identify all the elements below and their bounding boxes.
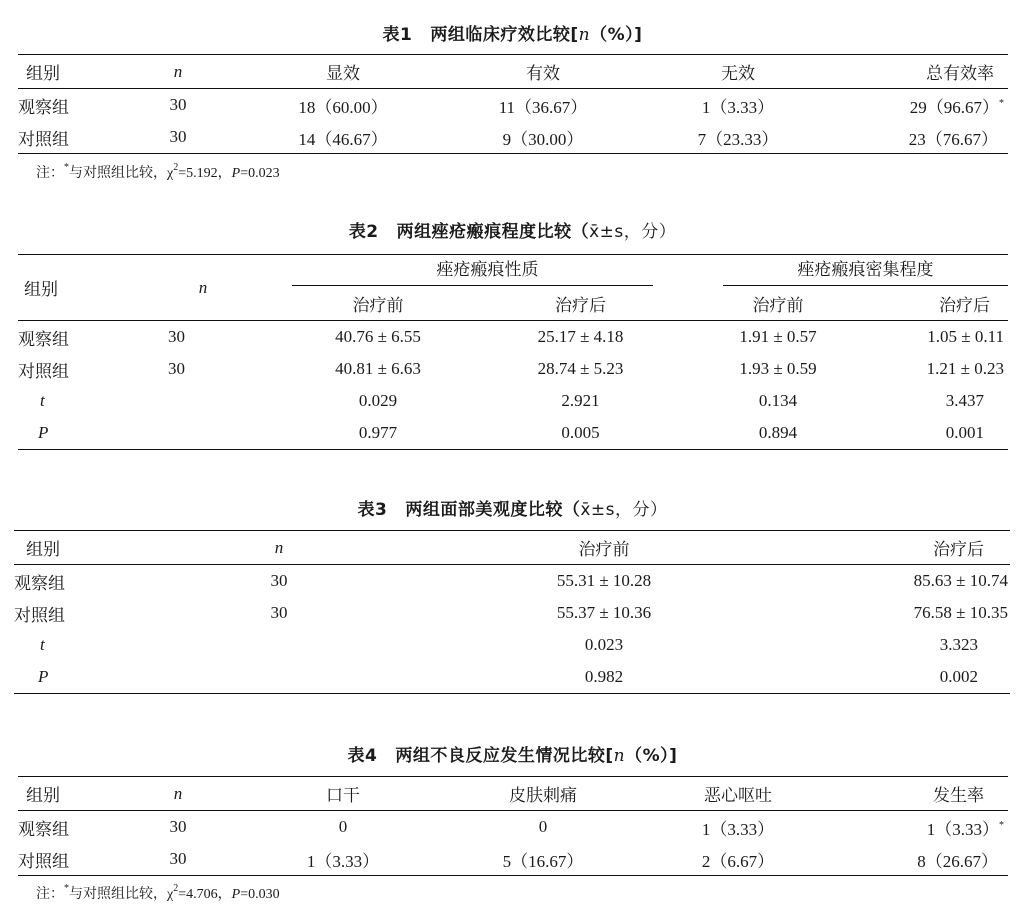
table2-cell: 对照组 bbox=[18, 361, 69, 381]
table4-cell: 30 bbox=[169, 817, 187, 836]
table4-header-dry-mouth: 口干 bbox=[326, 786, 360, 805]
note-text: 与对照组比较，χ bbox=[69, 166, 174, 181]
table2-cell: 0.029 bbox=[358, 391, 398, 410]
table1-header-group: 组别 bbox=[26, 64, 60, 83]
table2-cell: 观察组 bbox=[18, 329, 69, 349]
table2-cell: 0.005 bbox=[561, 423, 600, 442]
table-row bbox=[14, 597, 1010, 629]
table2-cell: 1.93 ± 0.59 bbox=[739, 359, 817, 378]
table-row bbox=[14, 629, 1010, 661]
table2-cell: 0.134 bbox=[758, 391, 798, 410]
table2-cell: 3.437 bbox=[945, 391, 984, 410]
table1-header-marked: 显效 bbox=[326, 64, 360, 83]
note-text: 与对照组比较，χ bbox=[69, 887, 174, 902]
table4-header-n: n bbox=[173, 783, 183, 803]
table3-header-n: n bbox=[274, 537, 284, 557]
table1-cell: 23（76.67） bbox=[908, 129, 998, 149]
table3-header-row bbox=[14, 531, 1010, 565]
table2-cell: 30 bbox=[168, 327, 185, 346]
table4-title: 两组不良反应发生情况比较[ bbox=[395, 746, 614, 766]
table2-group-b: 痤疮瘢痕密集程度 bbox=[723, 255, 1008, 286]
table2-group-a: 痤疮瘢痕性质 bbox=[292, 255, 653, 286]
table3-cell: 0.023 bbox=[584, 635, 624, 654]
table2-cell: t bbox=[40, 391, 45, 410]
table3-number: 表3 bbox=[357, 500, 388, 520]
table4-cell: 5（16.67） bbox=[502, 851, 584, 871]
table3-cell: 30 bbox=[270, 603, 288, 622]
table4-cell: 30 bbox=[169, 849, 187, 868]
table4-caption bbox=[0, 741, 1025, 766]
table2-cell: 0.894 bbox=[758, 423, 798, 442]
note-pval: =0.023 bbox=[240, 166, 280, 181]
table2-cell: P bbox=[38, 423, 49, 442]
table2-cell: 25.17 ± 4.18 bbox=[537, 327, 624, 346]
table3-cell: P bbox=[38, 667, 49, 686]
table1-cell: 7（23.33） bbox=[697, 129, 779, 149]
table-row bbox=[18, 417, 1008, 450]
note-mark: * bbox=[64, 883, 69, 894]
table1-cell: 观察组 bbox=[18, 97, 69, 117]
table4-unit-rest: （%）] bbox=[625, 746, 678, 766]
table2-cell: 28.74 ± 5.23 bbox=[537, 359, 624, 378]
table1-cell: 对照组 bbox=[18, 129, 69, 149]
table3 bbox=[14, 530, 1010, 694]
table4-cell: 1（3.33） bbox=[306, 851, 380, 871]
table4-cell: 1（3.33） bbox=[926, 819, 999, 839]
table4-number: 表4 bbox=[347, 746, 378, 766]
table4-cell-rate bbox=[808, 811, 1008, 844]
note-prefix: 注： bbox=[36, 166, 64, 181]
note-sup: 2 bbox=[173, 883, 179, 894]
table2-cell: 1.05 ± 0.11 bbox=[927, 327, 1004, 346]
significance-mark: * bbox=[999, 97, 1004, 109]
table-row bbox=[18, 811, 1008, 844]
table2-caption bbox=[0, 217, 1025, 242]
significance-mark: * bbox=[999, 819, 1004, 831]
table2-unit: x̄±s，分） bbox=[589, 222, 677, 242]
table2-header-row-1 bbox=[18, 255, 1008, 287]
table2-group-b-cell bbox=[693, 255, 1008, 287]
table3-cell: 85.63 ± 10.74 bbox=[913, 571, 1008, 590]
table2-number: 表2 bbox=[348, 222, 379, 242]
table2-sub-header: 治疗前 bbox=[352, 295, 404, 315]
table2-cell: 40.81 ± 6.63 bbox=[335, 359, 421, 378]
table1-header-n: n bbox=[173, 61, 183, 81]
table1-number: 表1 bbox=[382, 25, 413, 45]
table3-cell bbox=[144, 661, 414, 694]
table4-cell: 8（26.67） bbox=[917, 851, 998, 871]
table3-cell: 3.323 bbox=[939, 635, 978, 654]
table3-caption bbox=[0, 495, 1025, 520]
table3-cell: 76.58 ± 10.35 bbox=[913, 603, 1008, 622]
table1-header-total: 总有效率 bbox=[926, 64, 994, 83]
table3-unit: x̄±s，分） bbox=[580, 500, 668, 520]
table-row bbox=[18, 89, 1008, 122]
table4-cell: 对照组 bbox=[18, 851, 69, 871]
table4-header-row bbox=[18, 777, 1008, 811]
table4-unit-n: n bbox=[613, 746, 626, 766]
table4-header-nausea: 恶心呕吐 bbox=[704, 786, 772, 805]
table-row bbox=[18, 121, 1008, 154]
table4-cell: 2（6.67） bbox=[701, 851, 775, 871]
table1-title: 两组临床疗效比较[ bbox=[430, 25, 579, 45]
table2-cell: 40.76 ± 6.55 bbox=[335, 327, 421, 346]
table-row bbox=[14, 565, 1010, 598]
table1-cell: 30 bbox=[169, 127, 187, 146]
note-mark: * bbox=[64, 162, 69, 173]
table2-header-group: 组别 bbox=[18, 255, 118, 321]
table3-cell bbox=[144, 629, 414, 661]
table2-cell: 2.921 bbox=[561, 391, 600, 410]
table4-note bbox=[36, 883, 280, 903]
table3-cell: 30 bbox=[270, 571, 288, 590]
table1-header-ineffective: 无效 bbox=[721, 64, 755, 83]
note-prefix: 注： bbox=[36, 887, 64, 902]
table4-cell: 0 bbox=[538, 817, 548, 836]
table1-unit-rest: （%）] bbox=[590, 25, 643, 45]
table1-cell: 18（60.00） bbox=[298, 97, 388, 117]
table4-header-group: 组别 bbox=[26, 786, 60, 805]
table2-sub-header: 治疗后 bbox=[555, 295, 606, 315]
table-row bbox=[18, 385, 1008, 417]
table-row bbox=[18, 353, 1008, 385]
table4-header-rate: 发生率 bbox=[933, 786, 984, 805]
table2 bbox=[18, 254, 1008, 450]
table2-cell: 0.001 bbox=[945, 423, 984, 442]
table3-cell: t bbox=[40, 635, 45, 654]
table2-header-n: n bbox=[118, 255, 288, 321]
table3-cell: 55.37 ± 10.36 bbox=[556, 603, 652, 622]
note-stat: =4.706， bbox=[178, 887, 232, 902]
table4-cell: 0 bbox=[338, 817, 348, 836]
table2-cell: 1.91 ± 0.57 bbox=[739, 327, 817, 346]
table3-cell: 观察组 bbox=[14, 573, 65, 593]
table1-note bbox=[36, 162, 280, 182]
table-row bbox=[18, 321, 1008, 354]
table4-header-skin-sting: 皮肤刺痛 bbox=[509, 786, 577, 805]
note-stat: =5.192， bbox=[178, 166, 232, 181]
table4 bbox=[18, 776, 1008, 876]
table-row bbox=[14, 661, 1010, 694]
table3-cell: 0.002 bbox=[939, 667, 978, 686]
table2-cell: 0.977 bbox=[358, 423, 398, 442]
table1-cell: 30 bbox=[169, 95, 187, 114]
note-pval: =0.030 bbox=[240, 887, 280, 902]
table2-title: 两组痤疮瘢痕程度比较（ bbox=[396, 222, 590, 242]
table2-sub-header: 治疗前 bbox=[752, 295, 804, 315]
table3-header-after: 治疗后 bbox=[933, 540, 984, 559]
table3-cell: 55.31 ± 10.28 bbox=[556, 571, 652, 590]
table1-cell: 1（3.33） bbox=[701, 97, 775, 117]
table2-cell: 1.21 ± 0.23 bbox=[926, 359, 1004, 378]
table1-header-row bbox=[18, 55, 1008, 89]
table1-cell: 9（30.00） bbox=[502, 129, 584, 149]
table3-header-before: 治疗前 bbox=[578, 540, 630, 559]
table4-cell: 1（3.33） bbox=[701, 819, 775, 839]
table1 bbox=[18, 54, 1008, 154]
table1-caption bbox=[0, 20, 1025, 45]
table1-cell-total bbox=[808, 89, 1008, 122]
table3-cell: 0.982 bbox=[584, 667, 624, 686]
table3-header-group: 组别 bbox=[26, 540, 60, 559]
table1-cell: 14（46.67） bbox=[298, 129, 388, 149]
table2-sub-header: 治疗后 bbox=[939, 295, 990, 315]
table-row bbox=[18, 843, 1008, 876]
table1-header-effective: 有效 bbox=[526, 64, 560, 83]
table3-cell: 对照组 bbox=[14, 605, 65, 625]
table2-cell: 30 bbox=[168, 359, 185, 378]
table1-unit-n: n bbox=[578, 25, 591, 45]
table4-cell: 观察组 bbox=[18, 819, 69, 839]
note-sup: 2 bbox=[173, 162, 179, 173]
table3-title: 两组面部美观度比较（ bbox=[405, 500, 581, 520]
note-p: P bbox=[231, 166, 241, 181]
table2-group-a-cell bbox=[288, 255, 693, 287]
note-p: P bbox=[231, 887, 241, 902]
table2-cell bbox=[118, 417, 288, 450]
table2-cell bbox=[118, 385, 288, 417]
table1-cell: 29（96.67） bbox=[909, 97, 999, 117]
table1-cell: 11（36.67） bbox=[498, 97, 588, 117]
